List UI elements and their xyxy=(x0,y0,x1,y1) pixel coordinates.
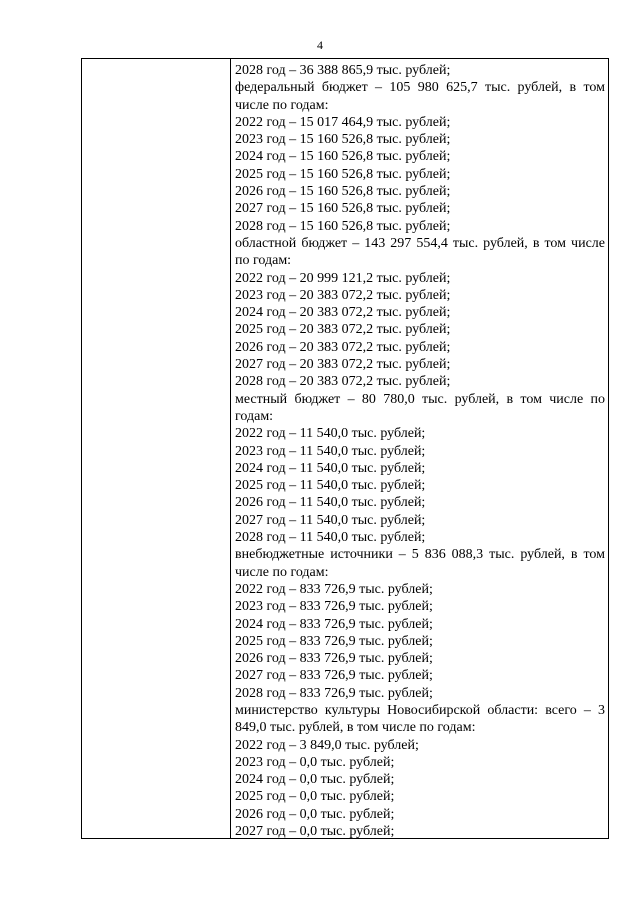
funding-line: 2026 год – 833 726,9 тыс. рублей; xyxy=(235,651,433,667)
funding-line: 2023 год – 0,0 тыс. рублей; xyxy=(235,754,395,770)
funding-line: 2022 год – 833 726,9 тыс. рублей; xyxy=(235,581,433,597)
funding-line: 2027 год – 15 160 526,8 тыс. рублей; xyxy=(235,201,451,217)
funding-line: 2024 год – 0,0 тыс. рублей; xyxy=(235,772,395,788)
funding-line: 2025 год – 833 726,9 тыс. рублей; xyxy=(235,633,433,649)
funding-line: 2022 год – 3 849,0 тыс. рублей; xyxy=(235,737,419,753)
funding-line: 2025 год – 0,0 тыс. рублей; xyxy=(235,789,395,805)
funding-paragraph: внебюджетные источники – 5 836 088,3 тыс. рублей, в том числе по годам: xyxy=(235,547,605,580)
funding-paragraph: областной бюджет – 143 297 554,4 тыс. рублей, в том числе по годам: xyxy=(235,235,605,269)
funding-line: 2027 год – 20 383 072,2 тыс. рублей; xyxy=(235,357,451,373)
funding-line: 2022 год – 15 017 464,9 тыс. рублей; xyxy=(235,114,451,130)
funding-line: 2023 год – 833 726,9 тыс. рублей; xyxy=(235,599,433,615)
funding-line: 2024 год – 833 726,9 тыс. рублей; xyxy=(235,616,433,632)
funding-line: 2026 год – 20 383 072,2 тыс. рублей; xyxy=(235,339,451,355)
funding-details-cell xyxy=(235,62,605,840)
funding-line: 2025 год – 20 383 072,2 тыс. рублей; xyxy=(235,322,451,338)
funding-line: 2027 год – 11 540,0 тыс. рублей; xyxy=(235,512,426,528)
funding-line: 2028 год – 15 160 526,8 тыс. рублей; xyxy=(235,218,451,234)
funding-paragraph: федеральный бюджет – 105 980 625,7 тыс. рублей, в том числе по годам: xyxy=(235,80,605,113)
funding-line: 2028 год – 833 726,9 тыс. рублей; xyxy=(235,685,433,701)
funding-table xyxy=(81,58,609,839)
funding-line: 2023 год – 15 160 526,8 тыс. рублей; xyxy=(235,132,451,148)
funding-paragraph: министерство культуры Новосибирской области: всего – 3 849,0 тыс. рублей, в том числе по годам: xyxy=(235,702,605,736)
funding-line: 2022 год – 20 999 121,2 тыс. рублей; xyxy=(235,270,451,286)
funding-line: 2024 год – 15 160 526,8 тыс. рублей; xyxy=(235,149,451,165)
funding-line: 2026 год – 0,0 тыс. рублей; xyxy=(235,806,395,822)
funding-line: 2024 год – 20 383 072,2 тыс. рублей; xyxy=(235,305,451,321)
funding-line: 2024 год – 11 540,0 тыс. рублей; xyxy=(235,460,426,476)
funding-line: 2025 год – 11 540,0 тыс. рублей; xyxy=(235,478,426,494)
funding-line: 2027 год – 0,0 тыс. рублей; xyxy=(235,824,395,840)
funding-line: 2022 год – 11 540,0 тыс. рублей; xyxy=(235,426,426,442)
funding-line: 2027 год – 833 726,9 тыс. рублей; xyxy=(235,668,433,684)
funding-line: 2028 год – 20 383 072,2 тыс. рублей; xyxy=(235,374,451,390)
column-divider xyxy=(230,59,231,838)
funding-line: 2026 год – 11 540,0 тыс. рублей; xyxy=(235,495,426,511)
funding-line: 2025 год – 15 160 526,8 тыс. рублей; xyxy=(235,166,451,182)
funding-paragraph: местный бюджет – 80 780,0 тыс. рублей, в том числе по годам: xyxy=(235,391,605,424)
page-number: 4 xyxy=(317,38,323,52)
funding-line: 2028 год – 36 388 865,9 тыс. рублей; xyxy=(235,63,451,78)
funding-line: 2028 год – 11 540,0 тыс. рублей; xyxy=(235,530,426,546)
funding-line: 2026 год – 15 160 526,8 тыс. рублей; xyxy=(235,184,451,200)
funding-line: 2023 год – 11 540,0 тыс. рублей; xyxy=(235,443,426,459)
funding-line: 2023 год – 20 383 072,2 тыс. рублей; xyxy=(235,287,451,303)
